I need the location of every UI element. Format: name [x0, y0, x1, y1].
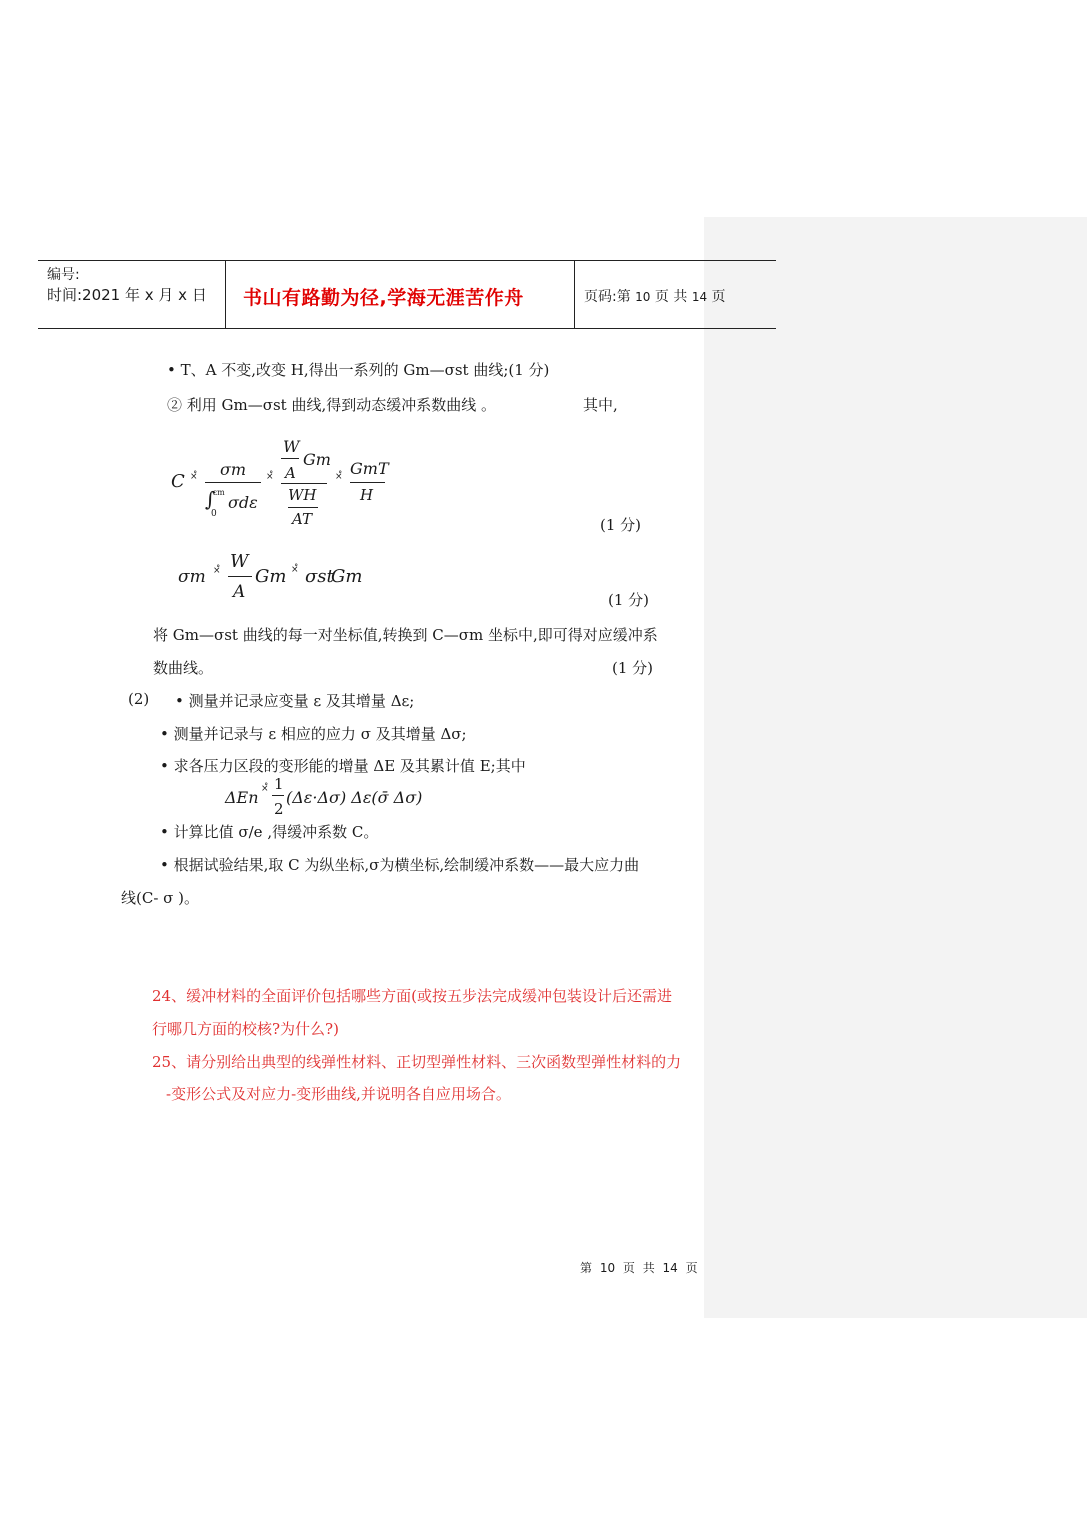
body-line: • 计算比值 σ/e ,得缓冲系数 C。	[160, 823, 379, 841]
header-divider	[225, 261, 226, 328]
question-25: -变形公式及对应力-变形曲线,并说明各自应用场合。	[166, 1085, 511, 1103]
question-24: 24、缓冲材料的全面评价包括哪些方面(或按五步法完成缓冲包装设计后还需进	[152, 987, 672, 1005]
header-date: 时间:2021 年 x 月 x 日	[47, 286, 207, 304]
body-line: 将 Gm—σst 曲线的每一对坐标值,转换到 C—σm 坐标中,即可得对应缓冲系	[153, 626, 658, 644]
comment-pane	[704, 217, 1087, 1318]
score-label: (1 分)	[612, 659, 654, 677]
header-number-label: 编号:	[47, 267, 80, 283]
score-label: (1 分)	[600, 516, 642, 534]
page-header	[38, 260, 776, 329]
page-footer: 第 10 页 共 14 页	[580, 1261, 698, 1275]
body-line: • 测量并记录与 ε 相应的应力 σ 及其增量 Δσ;	[160, 725, 467, 743]
question-24: 行哪几方面的校核?为什么?)	[152, 1020, 339, 1038]
body-line: 线(C- σ )。	[121, 889, 200, 907]
body-line: 其中,	[583, 396, 618, 414]
body-line: • 测量并记录应变量 ε 及其增量 Δε;	[175, 692, 415, 710]
header-divider	[574, 261, 575, 328]
item-label: (2)	[128, 690, 150, 708]
body-line: • 根据试验结果,取 C 为纵坐标,σ为横坐标,绘制缓冲系数——最大应力曲	[160, 856, 640, 874]
score-label: (1 分)	[608, 591, 650, 609]
body-line: 数曲线。	[153, 659, 214, 677]
header-page-info: 页码:第 10 页 共 14 页	[584, 289, 726, 305]
body-line: • T、A 不变,改变 H,得出一系列的 Gm—σst 曲线;(1 分)	[167, 361, 550, 379]
header-motto: 书山有路勤为径,学海无涯苦作舟	[243, 287, 524, 309]
question-25: 25、请分别给出典型的线弹性材料、正切型弹性材料、三次函数型弹性材料的力	[152, 1053, 682, 1071]
body-line: • 求各压力区段的变形能的增量 ΔE 及其累计值 E;其中	[160, 757, 526, 775]
body-line: ② 利用 Gm—σst 曲线,得到动态缓冲系数曲线 。	[167, 396, 497, 414]
